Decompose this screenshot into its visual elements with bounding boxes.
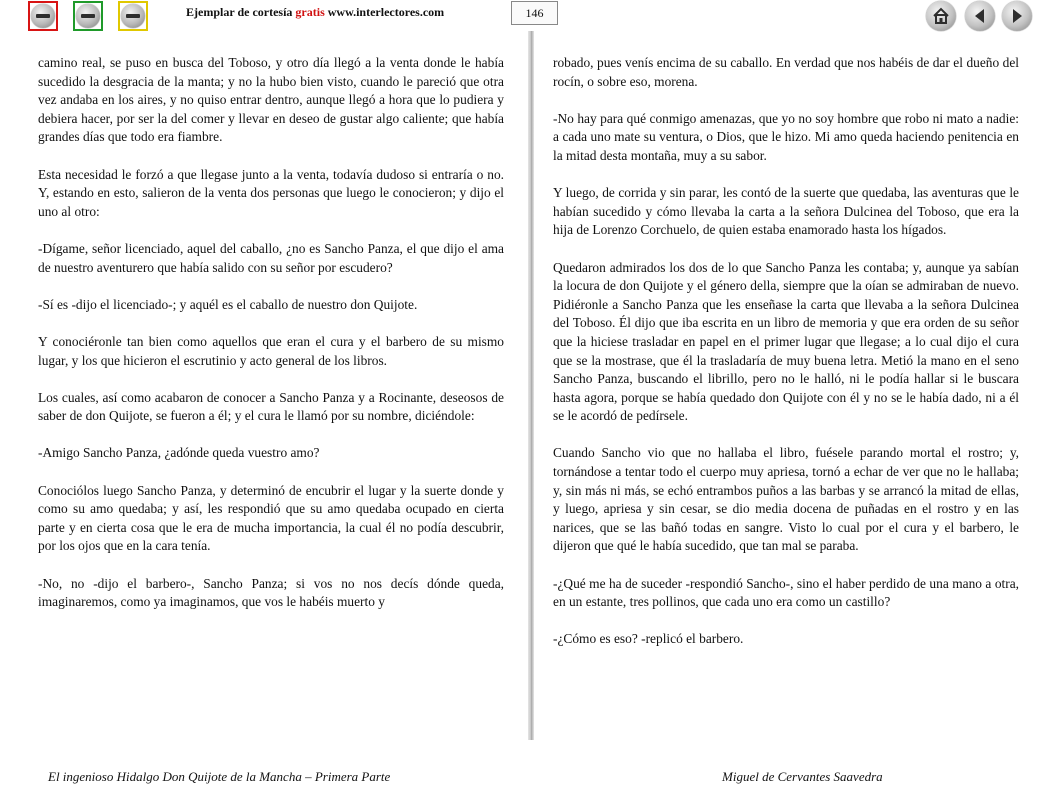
paragraph: Cuando Sancho vio que no hallaba el libro, fuésele parando mortal el rostro; y, tornándose a tentar todo el cuerpo muy apriesa, tornó a echar de ver que no le hallaba; y, sin más ni más, se echó entrambos puños a las barbas y se arrancó la mitad de ellas, y luego, apriesa y sin cesar, se dio media docena de puñadas en el rostro y en las narices, que se las bañó todas en sangre. Visto lo cual por el cura y el barbero, le dijeron que qué le había sucedido, que tan mal se paraba.	[553, 445, 1019, 554]
previous-page-button[interactable]	[965, 1, 995, 31]
maximize-icon	[121, 4, 145, 28]
header-site-link[interactable]: www.interlectores.com	[327, 5, 445, 19]
right-column	[553, 54, 1019, 668]
minimize-button[interactable]	[73, 1, 103, 31]
paragraph: Quedaron admirados los dos de lo que Sancho Panza les contaba; y, aunque ya sabían la locura de don Quijote y el género della, siempre que la oían se admiraban de nuevo. Pidiéronle a Sancho Panza que les enseñase la carta que llevaba a la señora Dulcinea del Toboso. Él dijo que iba escrita en un libro de memoria y que era orden de su señor que la hiciese trasladar en papel en el primer lugar que llegase; a lo cual dijo el cura que se la mostrase, que él la trasladaría de muy buena letra. Metió la mano en el seno Sancho Panza, buscando el librillo, pero no le halló, ni le podía hallar si le buscara hasta agora, porque se había quedado don Quijote con él y no se le había dado, ni a él se le acordó de pedírsele.	[553, 259, 1019, 424]
home-button[interactable]	[926, 1, 956, 31]
home-icon	[931, 6, 951, 26]
paragraph: -¿Qué me ha de suceder -respondió Sancho-, sino el haber perdido de una mano a otra, en un estante, tres pollinos, que cada uno era como un castillo?	[553, 575, 1019, 610]
paragraph: Esta necesidad le forzó a que llegase junto a la venta, todavía dudoso si entraría o no. Y, estando en esto, salieron de la venta dos personas que luego le conocieron; y dijo el uno al otro:	[38, 166, 504, 219]
next-page-button[interactable]	[1002, 1, 1032, 31]
column-divider	[528, 31, 534, 740]
paragraph: Y conociéronle tan bien como aquellos que eran el cura y el barbero de su mismo lugar, y los que hicieron el escrutinio y acto general de los libros.	[38, 333, 504, 368]
paragraph: -No, no -dijo el barbero-, Sancho Panza; si vos no nos decís dónde queda, imaginaremos, como ya imaginamos, que vos le habéis muerto y	[38, 575, 504, 610]
maximize-button[interactable]	[118, 1, 148, 31]
arrow-left-icon	[970, 6, 990, 26]
paragraph: Conociólos luego Sancho Panza, y determinó de encubrir el lugar y la suerte donde y como su amo quedaba; y así, les respondió que su amo quedaba ocupado en cierta parte y en cierta cosa que le era de mucha importancia, la cual él no podía descubrir, por los ojos que en la cara tenía.	[38, 482, 504, 554]
close-button[interactable]	[28, 1, 58, 31]
header-title	[186, 5, 444, 20]
paragraph: -Sí es -dijo el licenciado-; y aquél es el caballo de nuestro don Quijote.	[38, 296, 418, 312]
paragraph: -¿Cómo es eso? -replicó el barbero.	[553, 631, 744, 647]
paragraph: camino real, se puso en busca del Toboso, y otro día llegó a la venta donde le había sucedido la desgracia de la manta; y no la hubo bien visto, cuando le pareció que otra vez andaba en los aires, y no quiso entrar dentro, aunque llegó a hora que lo pudiera y debiera hacer, por ser la del comer y llevar en deseo de gustar algo caliente; que había grandes días que todo era fiambre.	[38, 55, 504, 145]
paragraph: robado, pues venís encima de su caballo. En verdad que nos habéis de dar el dueño del rocín, o sobre eso, morena.	[553, 55, 1019, 89]
paragraph: -No hay para qué conmigo amenazas, que yo no soy hombre que robo ni mato a nadie: a cada uno mate su ventura, o Dios, que le hizo. Mi amo queda haciendo penitencia en la mitad desta montaña, muy a su sabor.	[553, 110, 1019, 163]
footer-author: Miguel de Cervantes Saavedra	[722, 769, 883, 784]
paragraph: Los cuales, así como acabaron de conocer a Sancho Panza y a Rocinante, deseosos de saber de don Quijote, se fueron a él; y el cura le llamó por su nombre, diciéndole:	[38, 389, 504, 424]
paragraph: Y luego, de corrida y sin parar, les contó de la suerte que quedaba, las aventuras que le habían sucedido y cómo llevaba la carta a la señora Dulcinea del Toboso, que era la hija de Lorenzo Corchuelo, de quien estaba enamorado hasta los hígados.	[553, 185, 1019, 238]
paragraph: -Dígame, señor licenciado, aquel del caballo, ¿no es Sancho Panza, el que dijo el ama de nuestro aventurero que había salido con su señor por escudero?	[38, 240, 504, 275]
footer-book-title: El ingenioso Hidalgo Don Quijote de la Mancha – Primera Parte	[48, 769, 391, 784]
paragraph: -Amigo Sancho Panza, ¿adónde queda vuestro amo?	[38, 445, 320, 461]
page-number: 146	[511, 1, 558, 25]
minimize-icon	[76, 4, 100, 28]
left-column	[38, 54, 504, 630]
header-highlight: gratis	[295, 5, 325, 19]
close-icon	[31, 4, 55, 28]
arrow-right-icon	[1007, 6, 1027, 26]
header-prefix: Ejemplar de cortesía	[186, 5, 293, 19]
